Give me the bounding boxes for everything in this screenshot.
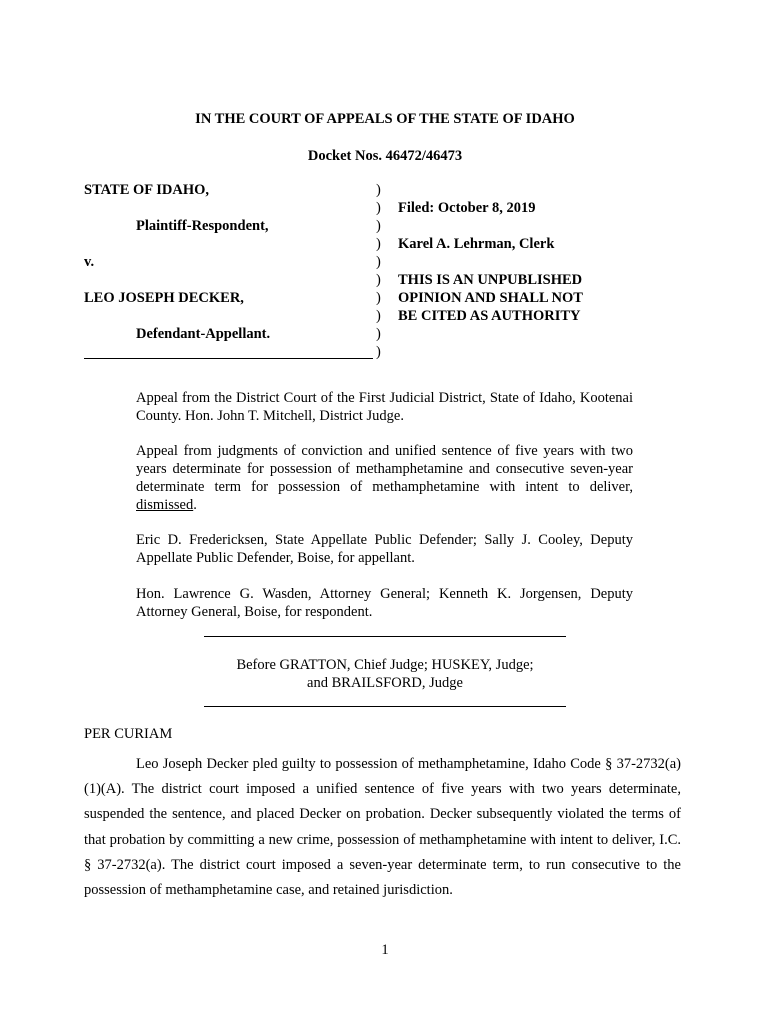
disposition-end: . — [193, 497, 197, 513]
paren: ) — [376, 200, 381, 216]
paren: ) — [376, 272, 381, 288]
opinion-heading: PER CURIAM — [84, 726, 173, 742]
party-state-role: Plaintiff-Respondent, — [136, 218, 269, 234]
paren: ) — [376, 182, 381, 198]
opinion-paragraph: Leo Joseph Decker pled guilty to possession of methamphetamine, Idaho Code § 37-2732(a)(1)(A). The district court imposed a unified sentence of five years with two years determinate, suspended the sentence, and placed Decker on probation. Decker subsequently violated the terms of that probation by committing a new crime, possession of methamphetamine with intent to deliver, I.C. § 37-2732(a). The district court imposed a seven-year determinate term, to run consecutive to the possession of methamphetamine case, and retained jurisdiction. — [84, 756, 681, 899]
panel-top-divider — [204, 636, 566, 637]
court-title: IN THE COURT OF APPEALS OF THE STATE OF IDAHO — [195, 111, 575, 127]
panel-bottom-divider — [204, 706, 566, 707]
versus: v. — [84, 254, 95, 270]
paren: ) — [376, 344, 381, 360]
judges-panel — [0, 656, 770, 692]
party-state: STATE OF IDAHO, — [84, 182, 210, 198]
panel-line: and BRAILSFORD, Judge — [307, 675, 463, 691]
publication-notice-line: THIS IS AN UNPUBLISHED — [398, 272, 583, 288]
filed-date: Filed: October 8, 2019 — [398, 200, 536, 216]
panel-line: Before GRATTON, Chief Judge; HUSKEY, Judge; — [236, 657, 534, 673]
disposition-result: dismissed — [136, 497, 194, 513]
disposition — [136, 442, 633, 514]
paren: ) — [376, 236, 381, 252]
caption-divider — [84, 358, 373, 359]
paren: ) — [376, 308, 381, 324]
paren: ) — [376, 254, 381, 270]
appeal-origin: Appeal from the District Court of the First Judicial District, State of Idaho, Kootenai County. Hon. John T. Mitchell, District Judge. — [136, 390, 633, 424]
counsel-respondent: Hon. Lawrence G. Wasden, Attorney General; Kenneth K. Jorgensen, Deputy Attorney General, Boise, for respondent. — [136, 586, 633, 620]
clerk-name: Karel A. Lehrman, Clerk — [398, 236, 555, 252]
paren: ) — [376, 326, 381, 342]
page-number: 1 — [381, 942, 389, 958]
paren: ) — [376, 218, 381, 234]
publication-notice-line: OPINION AND SHALL NOT — [398, 290, 583, 306]
paren: ) — [376, 290, 381, 306]
publication-notice-line: BE CITED AS AUTHORITY — [398, 308, 581, 324]
party-defendant: LEO JOSEPH DECKER, — [84, 290, 244, 306]
disposition-text: Appeal from judgments of conviction and unified sentence of five years with two years determinate for possession of methamphetamine and consecutive seven-year determinate term for possession of methamphetamine with intent to deliver, — [136, 443, 633, 495]
docket-number: Docket Nos. 46472/46473 — [307, 148, 463, 164]
party-defendant-role: Defendant-Appellant. — [136, 326, 271, 342]
counsel-appellant: Eric D. Fredericksen, State Appellate Public Defender; Sally J. Cooley, Deputy Appellate Public Defender, Boise, for appellant. — [136, 532, 633, 566]
